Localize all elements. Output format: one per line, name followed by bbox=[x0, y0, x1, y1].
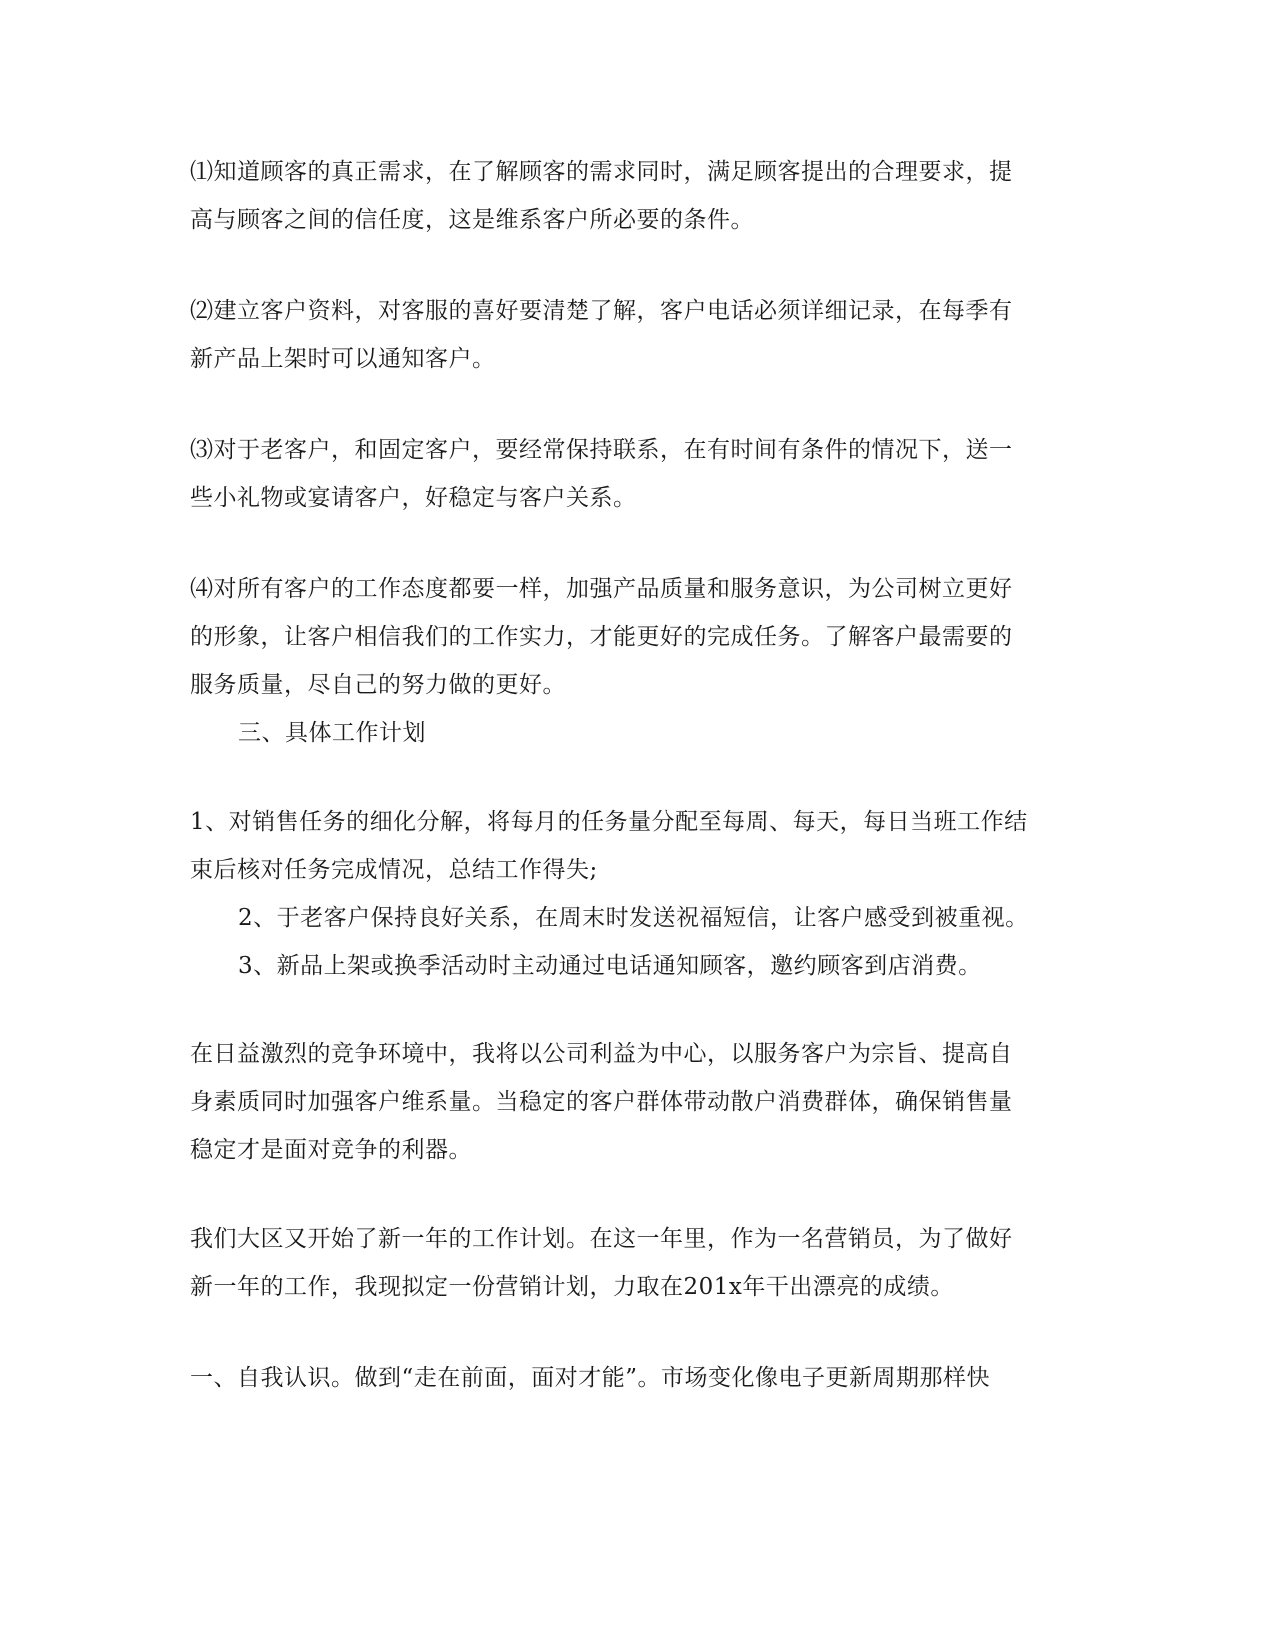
text-line: 我们大区又开始了新一年的工作计划。在这一年里，作为一名营销员，为了做好 bbox=[190, 1226, 1013, 1252]
text-line: 的形象，让客户相信我们的工作实力，才能更好的完成任务。了解客户最需要的 bbox=[190, 624, 1013, 650]
paragraph-8 bbox=[190, 1354, 1075, 1402]
paragraph-4 bbox=[190, 565, 1075, 757]
list-item: 3、新品上架或换季活动时主动通过电话通知顾客，邀约顾客到店消费。 bbox=[238, 953, 982, 979]
text-line: 高与顾客之间的信任度，这是维系客户所必要的条件。 bbox=[190, 207, 754, 233]
paragraph-3 bbox=[190, 426, 1075, 522]
text-line: 新一年的工作，我现拟定一份营销计划，力取在201x年干出漂亮的成绩。 bbox=[190, 1274, 954, 1300]
paragraph-2 bbox=[190, 287, 1075, 383]
text-line: 新产品上架时可以通知客户。 bbox=[190, 346, 496, 372]
text-line: 身素质同时加强客户维系量。当稳定的客户群体带动散户消费群体，确保销售量 bbox=[190, 1089, 1013, 1115]
list-item: 2、于老客户保持良好关系，在周末时发送祝福短信，让客户感受到被重视。 bbox=[238, 905, 1029, 931]
text-line: ⑴知道顾客的真正需求，在了解顾客的需求同时，满足顾客提出的合理要求，提 bbox=[190, 159, 1013, 185]
text-line: 些小礼物或宴请客户，好稳定与客户关系。 bbox=[190, 485, 637, 511]
paragraph-6 bbox=[190, 1030, 1075, 1174]
paragraph-7 bbox=[190, 1215, 1075, 1311]
text-line: 稳定才是面对竞争的利器。 bbox=[190, 1137, 472, 1163]
section-heading: 三、具体工作计划 bbox=[238, 720, 426, 746]
text-line: 服务质量，尽自己的努力做的更好。 bbox=[190, 672, 566, 698]
text-line: 一、自我认识。做到“走在前面，面对才能”。市场变化像电子更新周期那样快 bbox=[190, 1365, 991, 1391]
text-line: 束后核对任务完成情况，总结工作得失; bbox=[190, 857, 598, 883]
text-line: ⑶对于老客户，和固定客户，要经常保持联系，在有时间有条件的情况下，送一 bbox=[190, 437, 1013, 463]
paragraph-5 bbox=[190, 798, 1075, 990]
text-line: ⑷对所有客户的工作态度都要一样，加强产品质量和服务意识，为公司树立更好 bbox=[190, 576, 1013, 602]
text-line: 1、对销售任务的细化分解，将每月的任务量分配至每周、每天，每日当班工作结 bbox=[190, 809, 1028, 835]
text-line: 在日益激烈的竞争环境中，我将以公司利益为中心，以服务客户为宗旨、提高自 bbox=[190, 1041, 1013, 1067]
paragraph-1 bbox=[190, 148, 1075, 244]
text-line: ⑵建立客户资料，对客服的喜好要清楚了解，客户电话必须详细记录，在每季有 bbox=[190, 298, 1013, 324]
